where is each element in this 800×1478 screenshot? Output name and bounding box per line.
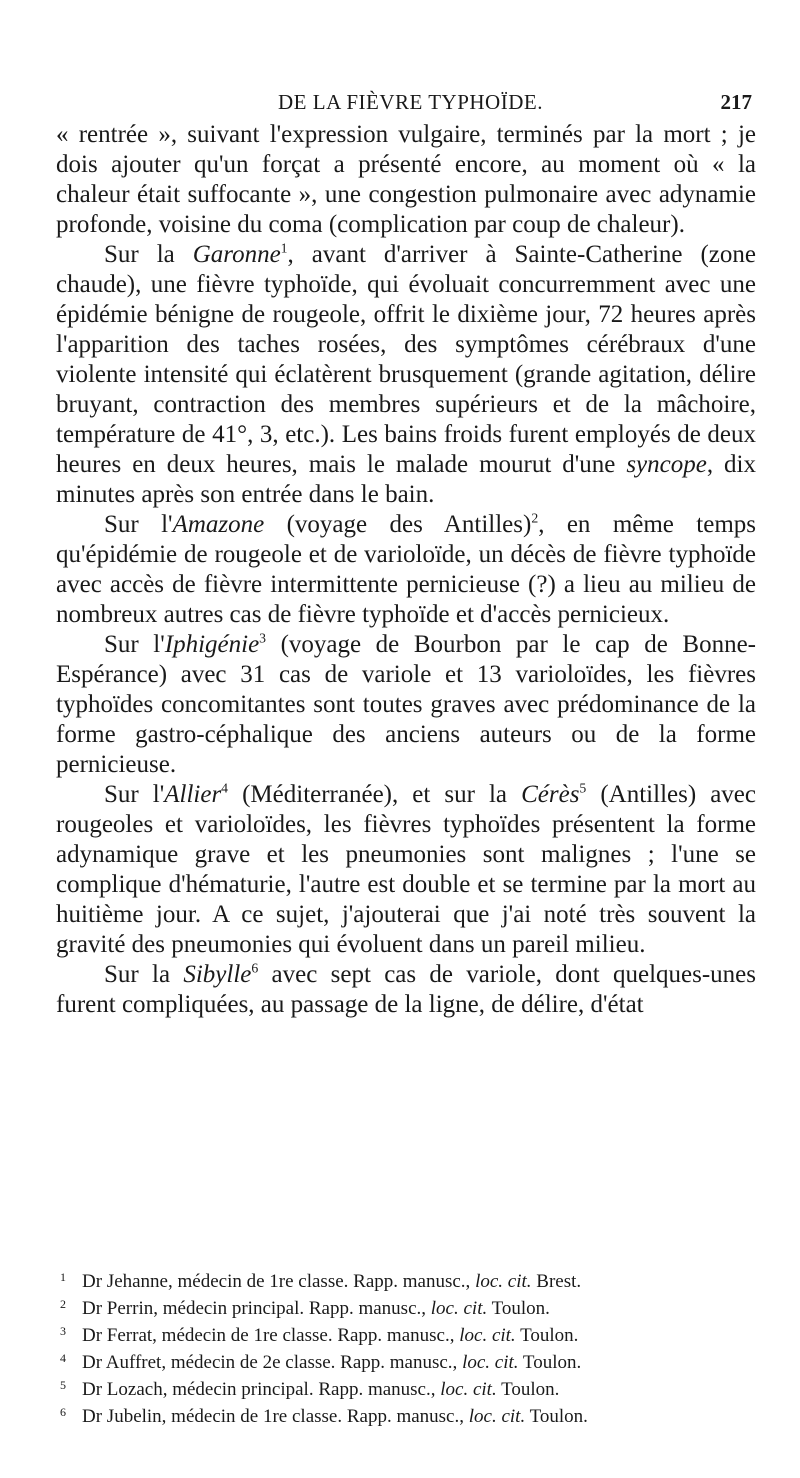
footnote-text: Toulon. — [525, 1406, 588, 1427]
footnote-text: Toulon. — [487, 1298, 550, 1319]
footnote-mark: 5 — [60, 1378, 66, 1392]
paragraph-text: (voyage de Bourbon par le cap de Bonne-Espérance) avec 31 cas de variole et 13 varioloïdes, les fièvres typhoïdes concomitantes sont toutes graves avec prédominance de la forme gastro-céphalique des anciens auteurs ou de la forme pernicieuse. — [56, 631, 756, 778]
footnote-text: Dr Lozach, médecin principal. Rapp. manusc., — [82, 1379, 441, 1400]
paragraph-italic: Amazone — [172, 511, 265, 538]
paragraph-text: « rentrée », suivant l'expression vulgaire, terminés par la mort ; je dois ajouter qu'un forçat a présenté encore, au moment où « la chaleur était suffocante », une congestion pulmonaire avec adynamie profonde, voisine du coma (complication par coup de chaleur). — [56, 121, 756, 238]
paragraph — [56, 240, 756, 510]
paragraph-text: (Méditerranée), et sur la — [228, 781, 522, 808]
footnote-text: Toulon. — [518, 1352, 582, 1373]
footnote-ref: 6 — [251, 960, 259, 976]
footnote-text: Dr Perrin, médecin principal. Rapp. manusc., — [82, 1298, 431, 1319]
paragraph-italic: Allier — [164, 781, 222, 808]
footnote-ref: 4 — [221, 780, 229, 796]
footnote-text: Dr Ferrat, médecin de 1re classe. Rapp. manusc., — [82, 1325, 460, 1346]
footnote-mark: 2 — [60, 1297, 66, 1311]
footnote-text: Brest. — [531, 1271, 582, 1292]
paragraph-text: , dix minutes après son entrée dans le bain. — [56, 451, 756, 508]
footnote-mark: 1 — [60, 1270, 66, 1284]
footnote — [60, 1266, 756, 1293]
paragraph-text: Sur l' — [104, 511, 173, 538]
paragraph-italic: Iphigénie — [164, 631, 260, 658]
paragraph — [56, 960, 756, 1020]
footnote-italic: loc. cit. — [440, 1379, 497, 1400]
paragraph-text: Sur l' — [104, 781, 165, 808]
footnote-text: Dr Jubelin, médecin de 1re classe. Rapp. manusc., — [82, 1406, 469, 1427]
footnote-ref: 2 — [531, 510, 539, 526]
footnote-text: Toulon. — [515, 1325, 579, 1346]
footnote-italic: loc. cit. — [468, 1406, 526, 1427]
paragraph-text: (Antilles) avec rougeoles et varioloïdes, les fièvres typhoïdes présentent la forme adynamique grave et les pneumonies sont malignes ; l'une se complique d'hématurie, l'autre est double et se termine par la mort au huitième jour. A ce sujet, j'ajouterai que j'ai noté très souvent la gravité des pneumonies qui évoluent dans un pareil milieu. — [56, 781, 756, 958]
footnote-text: Dr Auffret, médecin de 2e classe. Rapp. manusc., — [82, 1352, 463, 1373]
paragraph-italic: Sibylle — [183, 961, 252, 988]
body-text — [56, 120, 756, 1020]
footnote-mark: 6 — [60, 1405, 66, 1419]
paragraph — [56, 780, 756, 960]
running-header — [278, 86, 752, 120]
footnote — [60, 1374, 756, 1401]
paragraph-italic: Garonne — [192, 241, 281, 268]
footnote-ref: 1 — [280, 240, 288, 256]
footnote-italic: loc. cit. — [475, 1271, 532, 1292]
paragraph-text: Sur l' — [104, 631, 165, 658]
paragraph-text: avec sept cas de variole, dont quelques-unes furent compliquées, au passage de la ligne, de délire, d'état — [56, 961, 756, 1018]
paragraph-text: (voyage des Antilles) — [264, 511, 532, 538]
paragraph — [56, 510, 756, 630]
footnote-mark: 4 — [60, 1351, 66, 1365]
footnote-text: Toulon. — [496, 1379, 560, 1400]
paragraph-italic: Cérès — [521, 781, 580, 808]
footnote-mark: 3 — [60, 1324, 66, 1338]
footnote-ref: 5 — [579, 780, 587, 796]
footnote — [60, 1347, 756, 1374]
paragraph — [56, 120, 756, 240]
paragraph-italic: syncope — [626, 451, 707, 478]
paragraph-text: , en même temps qu'épidémie de rougeole et de varioloïde, un décès de fièvre typhoïde avec accès de fièvre intermittente pernicieuse (?) a lieu au milieu de nombreux autres cas de fièvre typhoïde et d'accès pernicieux. — [56, 511, 756, 628]
footnote-text: Dr Jehanne, médecin de 1re classe. Rapp. manusc., — [82, 1271, 476, 1292]
paragraph-text: , avant d'arriver à Sainte-Catherine (zone chaude), une fièvre typhoïde, qui évoluait concurremment avec une épidémie bénigne de rougeole, offrit le dixième jour, 72 heures après l'apparition des taches rosées, des symptômes cérébraux d'une violente intensité qui éclatèrent brusquement (grande agitation, délire bruyant, contraction des membres supérieurs et de la mâchoire, température de 41°, 3, etc.). Les bains froids furent employés de deux heures en deux heures, mais le malade mourut d'une — [56, 241, 756, 478]
page-number: 217 — [720, 90, 752, 114]
paragraph-text: Sur la — [104, 241, 193, 268]
footnote-italic: loc. cit. — [462, 1352, 519, 1373]
footnote-ref: 3 — [259, 630, 267, 646]
footnote — [60, 1401, 756, 1428]
footnote-italic: loc. cit. — [459, 1325, 516, 1346]
footnotes — [60, 1266, 756, 1428]
footnote-italic: loc. cit. — [430, 1298, 488, 1319]
paragraph-text: Sur la — [104, 961, 184, 988]
running-title: DE LA FIÈVRE TYPHOÏDE. — [278, 90, 543, 114]
footnote — [60, 1320, 756, 1347]
footnote — [60, 1293, 756, 1320]
paragraph — [56, 630, 756, 780]
